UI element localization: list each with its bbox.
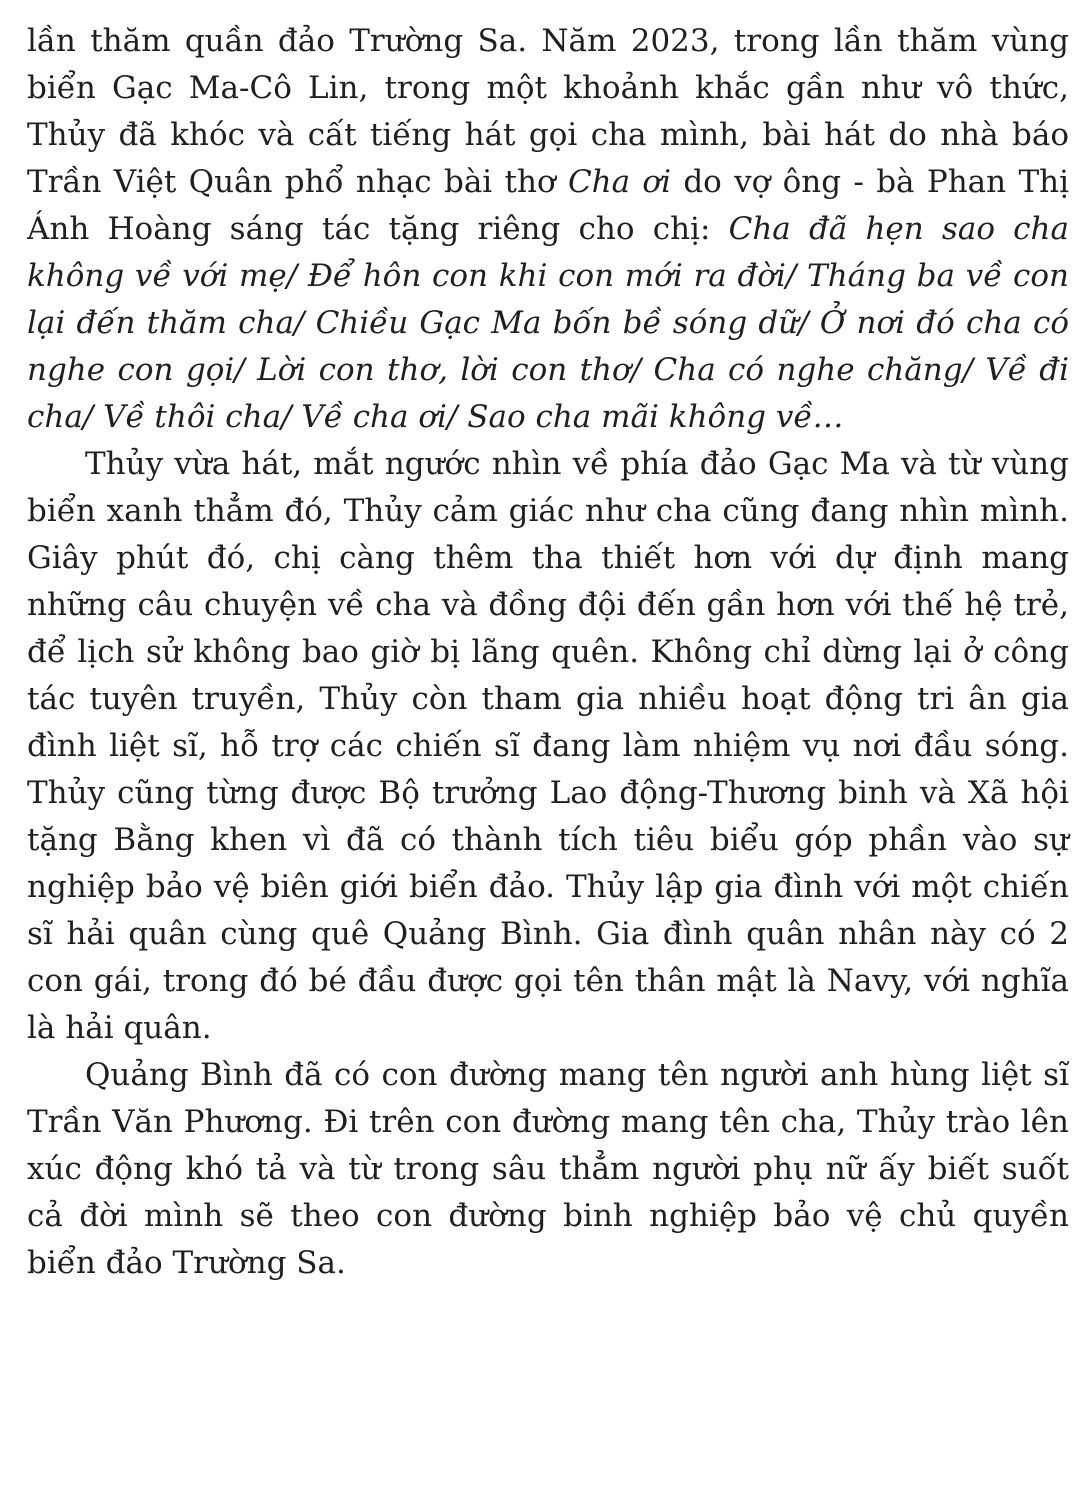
text-segment: lần thăm quần đảo Trường Sa. Năm 2023, trong lần thăm vùng biển Gạc Ma-Cô Lin, trong một khoảnh khắc gần như vô thức, Thủy đã khóc và cất tiếng hát gọi cha mình, bài hát do nhà báo Trần Việt Quân phổ nhạc bài thơ — [27, 23, 1069, 200]
paragraph-street — [27, 1052, 1069, 1287]
song-lyrics: Cha đã hẹn sao cha không về với mẹ/ Để hôn con khi con mới ra đời/ Tháng ba về con lại đến thăm cha/ Chiều Gạc Ma bốn bề sóng dữ/ Ở nơi đó cha có nghe con gọi/ Lời con thơ, lời con thơ/ Cha có nghe chăng/ Về đi cha/ Về thôi cha/ Về cha ơi/ Sao cha mãi không về… — [27, 211, 1069, 435]
poem-title: Cha ơi — [567, 164, 671, 200]
paragraph-song-quote — [27, 18, 1069, 441]
text-segment: Quảng Bình đã có con đường mang tên người anh hùng liệt sĩ Trần Văn Phương. Đi trên con đường mang tên cha, Thủy trào lên xúc động khó tả và từ trong sâu thẳm người phụ nữ ấy biết suốt cả đời mình sẽ theo con đường binh nghiệp bảo vệ chủ quyền biển đảo Trường Sa. — [27, 1057, 1069, 1281]
document-page — [27, 18, 1069, 1287]
paragraph-activities — [27, 441, 1069, 1052]
text-segment: Thủy vừa hát, mắt ngước nhìn về phía đảo Gạc Ma và từ vùng biển xanh thẳm đó, Thủy cảm giác như cha cũng đang nhìn mình. Giây phút đó, chị càng thêm tha thiết hơn với dự định mang những câu chuyện về cha và đồng đội đến gần hơn với thế hệ trẻ, để lịch sử không bao giờ bị lãng quên. Không chỉ dừng lại ở công tác tuyên truyền, Thủy còn tham gia nhiều hoạt động tri ân gia đình liệt sĩ, hỗ trợ các chiến sĩ đang làm nhiệm vụ nơi đầu sóng. Thủy cũng từng được Bộ trưởng Lao động-Thương binh và Xã hội tặng Bằng khen vì đã có thành tích tiêu biểu góp phần vào sự nghiệp bảo vệ biên giới biển đảo. Thủy lập gia đình với một chiến sĩ hải quân cùng quê Quảng Bình. Gia đình quân nhân này có 2 con gái, trong đó bé đầu được gọi tên thân mật là Navy, với nghĩa là hải quân. — [27, 446, 1069, 1046]
text-segment: do vợ ông - bà Phan Thị Ánh Hoàng sáng tác tặng riêng cho chị: — [27, 164, 1069, 247]
